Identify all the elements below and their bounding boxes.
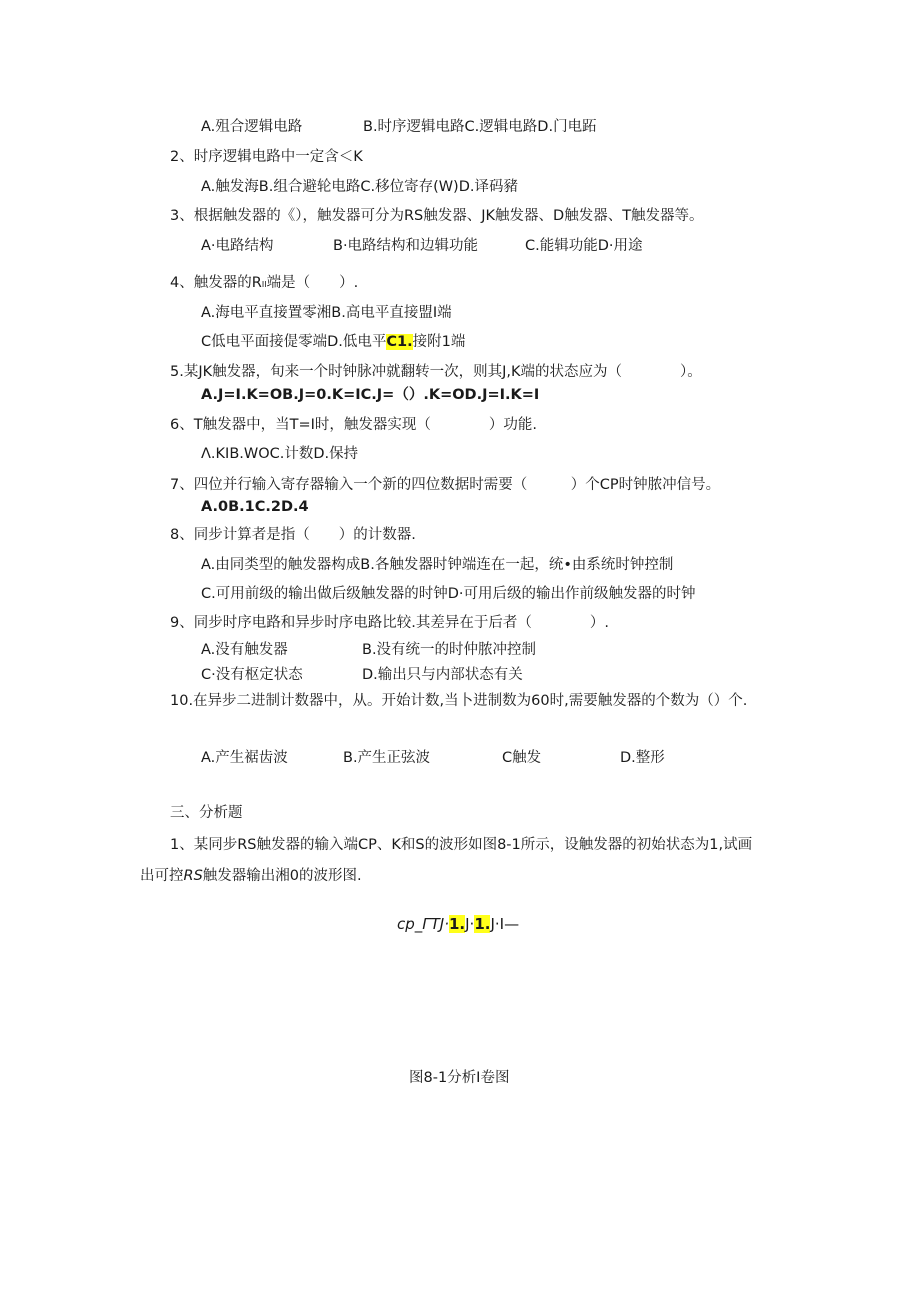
- section-title: 三、分析题: [170, 805, 243, 821]
- analysis-q1-line1: 1、某同步RS触发器的输入端CP、K和S的波形如图8-1所示，设触发器的初始状态为1,试画: [170, 837, 753, 853]
- q2-options: A.触发海B.组合避轮电路C.移位寄存(W)D.译码豬: [201, 179, 518, 195]
- q4-stem: 4、触发器的Rₗₗ端是（ ）.: [170, 275, 359, 291]
- waveform-highlight-2: 1.: [474, 915, 491, 933]
- q5-stem: 5.某JK触发器，旬来一个时钟脉冲就翻转一次，则其J,K端的状态应为（ ）。: [170, 364, 702, 380]
- q4-highlight-mark: C1.: [386, 334, 413, 350]
- q6-options: Λ.KIB.WOC.计数D.保持: [201, 446, 359, 462]
- q4-options-cd-text: C低电平面接偍零端D.低电平: [201, 334, 387, 350]
- q9-option-c: C·没有枢定状态: [201, 667, 303, 683]
- q3-option-b: B·电路结构和边辑功能: [333, 238, 479, 254]
- q9-option-b: B.没有统一的时仲脓冲控制: [362, 642, 537, 658]
- waveform-highlight-1: 1.: [448, 915, 466, 933]
- q3-options-cd: C.能辑功能D·用途: [525, 238, 643, 254]
- q10-stem: 10.在异步二进制计数器中，从。开始计数,当卜进制数为60时,需要触发器的个数为（）个.: [170, 693, 748, 709]
- q7-stem: 7、四位并行输入寄存器输入一个新的四位数据时需要（ ）个CP时钟脓冲信号。: [170, 477, 721, 493]
- waveform-label: [397, 915, 519, 933]
- waveform-pre: cp_ΓTJ·: [397, 915, 449, 933]
- q4-options-cd: [201, 333, 465, 351]
- analysis-q1-line2-post: 触发器输出湘0的波形图.: [202, 868, 362, 884]
- waveform-mid: J·: [465, 915, 475, 933]
- q10-option-a: A.产生裾齿波: [201, 750, 288, 766]
- q8-stem: 8、同步计算者是指（ ）的计数器.: [170, 527, 416, 543]
- q6-stem: 6、T触发器中，当T=I时，触发器实现（ ）功能.: [170, 417, 537, 433]
- q4-options-ab: A.海电平直接置零湘B.高电平直接盟I端: [201, 305, 452, 321]
- q1-options-bcd: B.时序逻辑电路C.逻辑电路D.门电跖: [363, 119, 597, 135]
- q10-option-b: B.产生正弦波: [343, 750, 431, 766]
- figure-caption: 图8-1分析I卷图: [409, 1070, 510, 1086]
- q4-options-cd-tail: 接附1端: [412, 334, 466, 350]
- analysis-q1-line2: [140, 867, 362, 885]
- q9-stem: 9、同步时序电路和异步时序电路比较.其差异在于后者（ ）.: [170, 615, 609, 631]
- analysis-q1-line2-rs: RS: [183, 868, 203, 884]
- q9-option-d: D.输出只与内部状态有关: [362, 667, 523, 683]
- q8-options-cd: C.可用前级的输出做后级触发器的时钟D·可用后级的输出作前级触发器的时钟: [201, 586, 696, 602]
- q1-option-a: A.殂合逻辑电路: [201, 119, 303, 135]
- q3-stem: 3、根据触发器的《），触发器可分为RS触发器、JK触发器、D触发器、T触发器等。: [170, 208, 704, 224]
- q9-option-a: A.没有触发器: [201, 642, 288, 658]
- q7-options: A.0B.1C.2D.4: [201, 499, 309, 515]
- q3-option-a: A·电路结构: [201, 238, 274, 254]
- waveform-post: J·I—: [490, 915, 520, 933]
- q8-options-ab: A.由同类型的触发器构成B.各触发器时钟端连在一起，统•由系统时钟控制: [201, 557, 674, 573]
- analysis-q1-line2-pre: 出可控: [140, 868, 184, 884]
- q10-option-d: D.整形: [620, 750, 665, 766]
- q2-stem: 2、时序逻辑电路中一定含＜K: [170, 149, 363, 165]
- q5-options: A.J=I.K=OB.J=0.K=IC.J=（）.K=OD.J=I.K=I: [201, 387, 540, 403]
- q10-option-c: C触发: [502, 750, 542, 766]
